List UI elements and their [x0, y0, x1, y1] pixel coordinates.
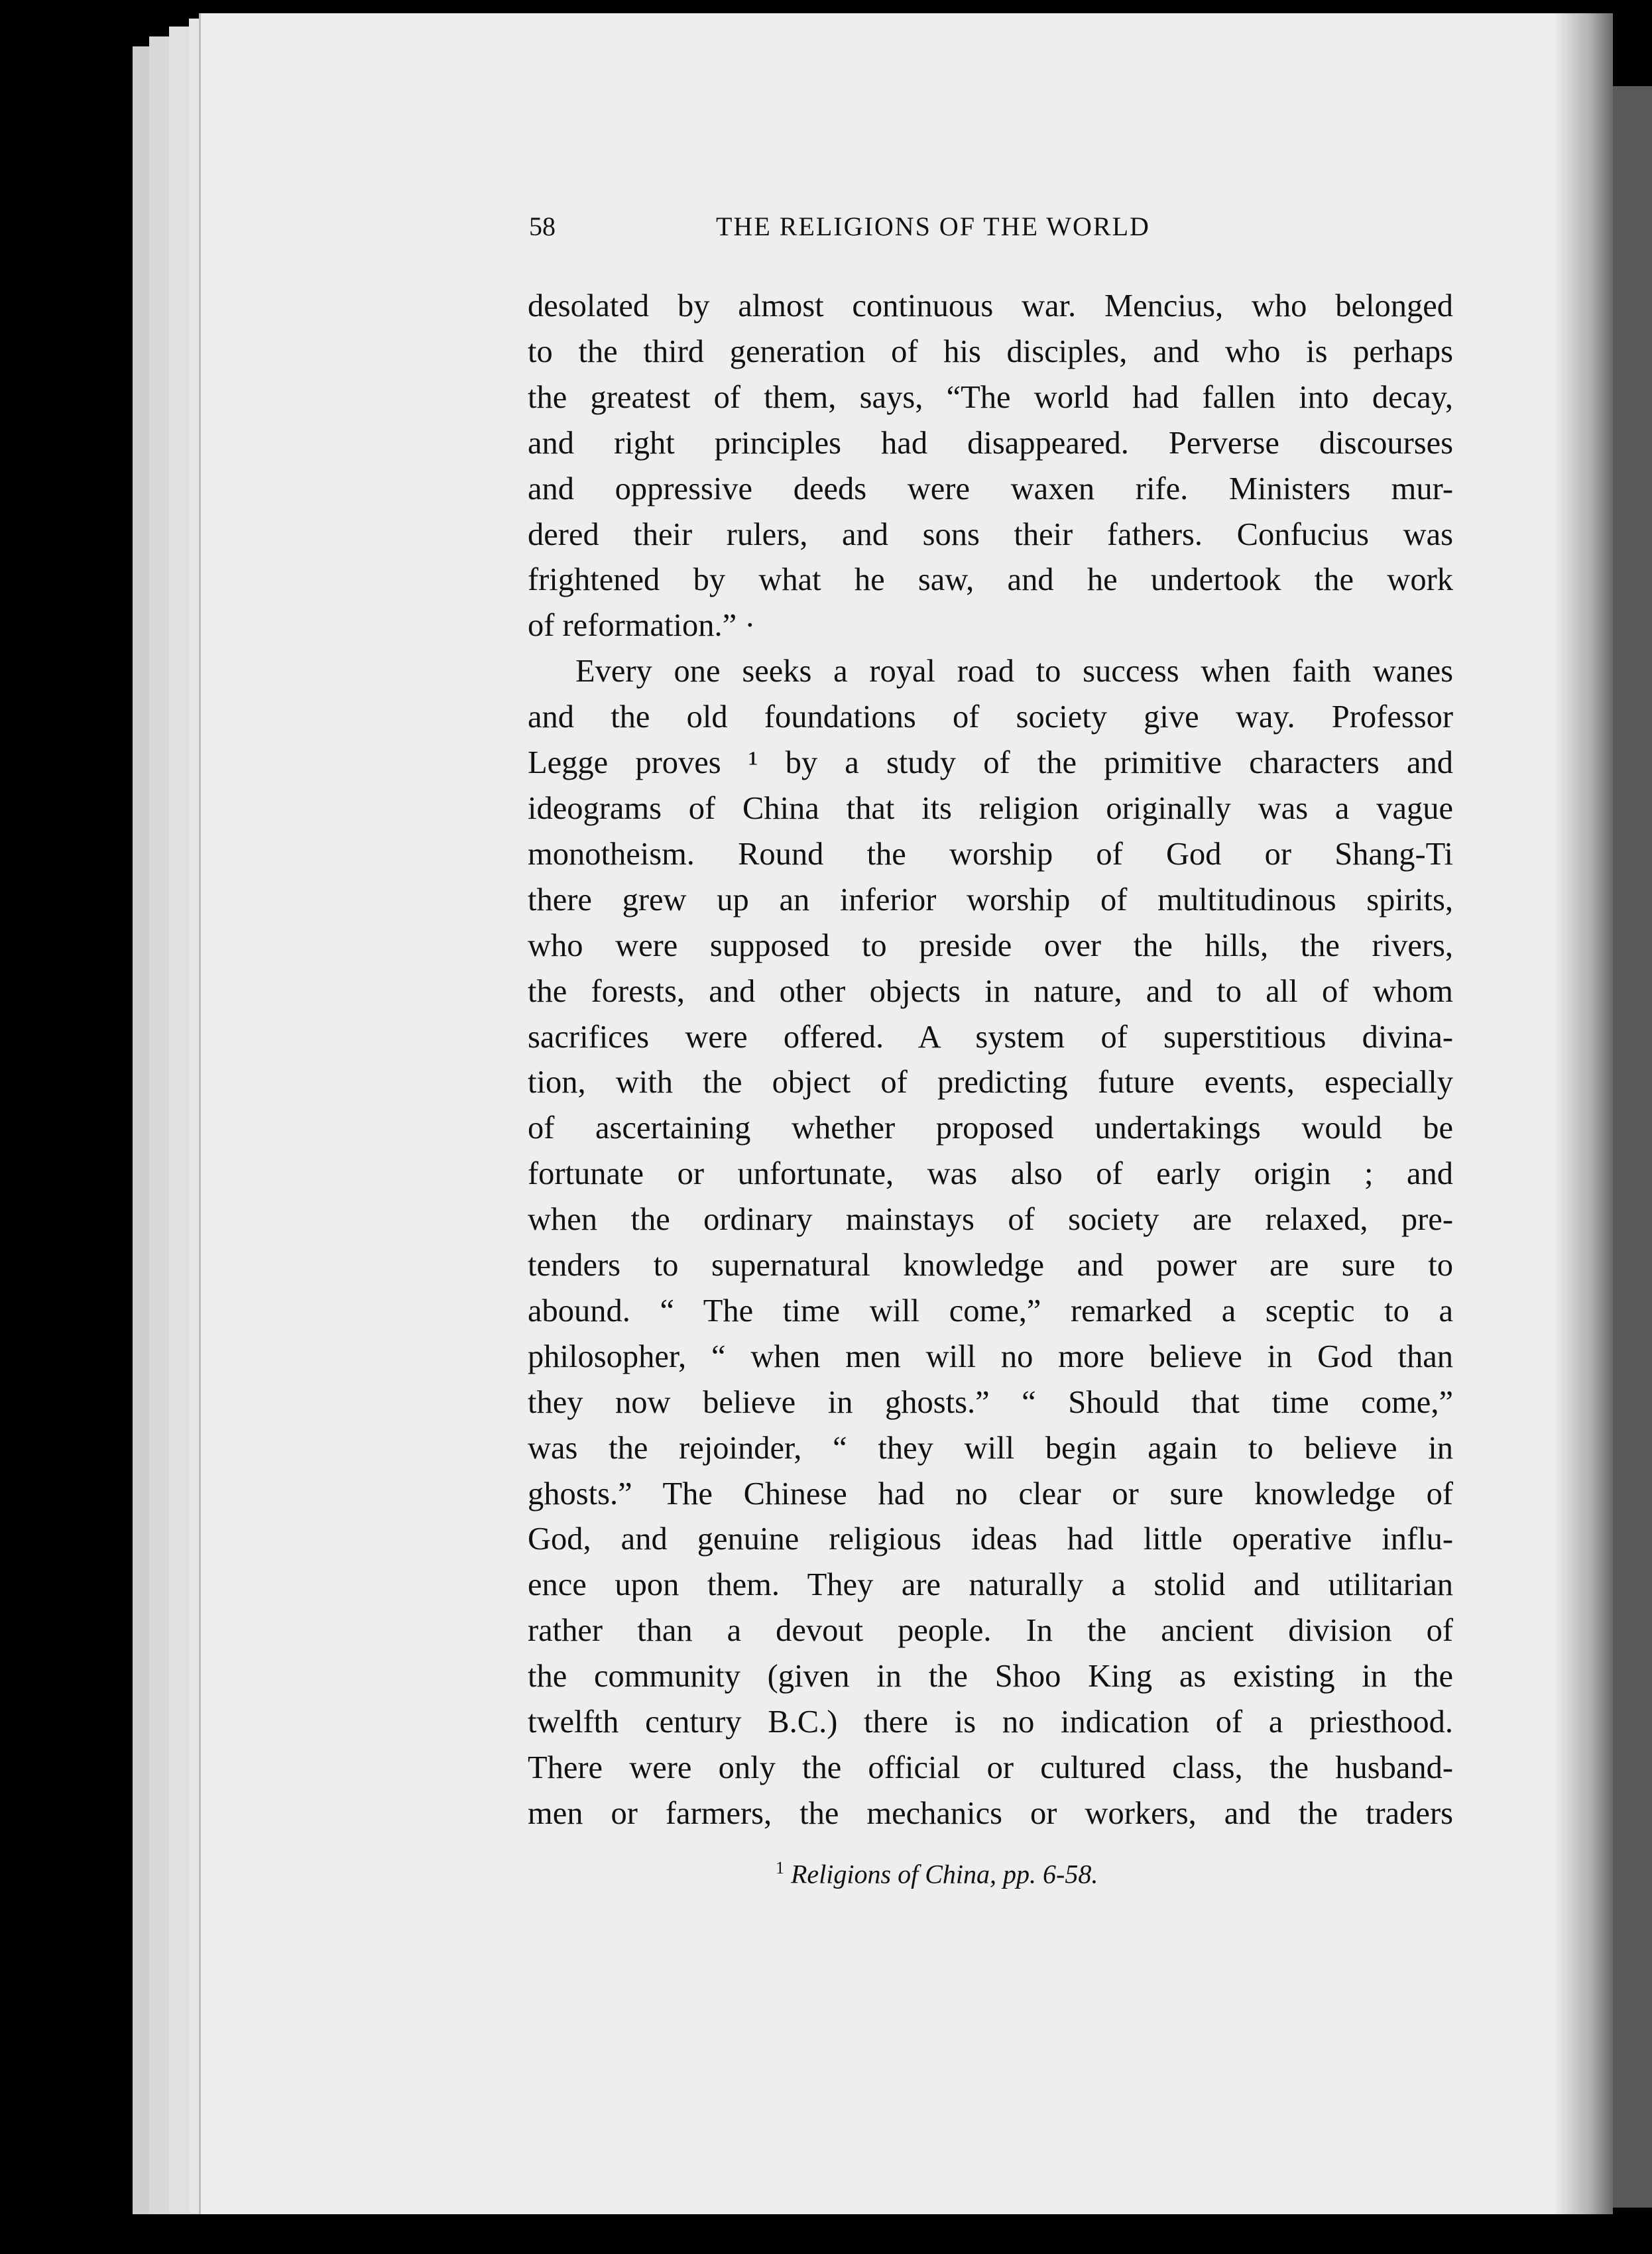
footnote-marker: 1: [776, 1858, 784, 1877]
text-line: and the old foundations of society give way. Professor: [528, 699, 1453, 735]
text-line: frightened by what he saw, and he undertook the work: [528, 562, 1453, 598]
text-line: Legge proves ¹ by a study of the primitive characters and: [528, 745, 1453, 781]
text-line: men or farmers, the mechanics or workers, and the traders: [528, 1795, 1453, 1831]
body-text: [528, 284, 1453, 1837]
gutter-shadow: [1553, 13, 1613, 2214]
text-line: dered their rulers, and sons their fathers. Confucius was: [528, 516, 1453, 552]
text-line: and oppressive deeds were waxen rife. Ministers mur-: [528, 471, 1453, 506]
page-number: 58: [529, 211, 556, 241]
page-header: [529, 211, 1457, 257]
footnote-text: Religions of China, pp. 6-58.: [791, 1859, 1098, 1889]
text-line: rather than a devout people. In the ancient division of: [528, 1613, 1453, 1649]
text-line: ideograms of China that its religion originally was a vague: [528, 790, 1453, 826]
text-line: was the rejoinder, “ they will begin again to believe in: [528, 1430, 1453, 1466]
text-line: there grew up an inferior worship of multitudinous spirits,: [528, 882, 1453, 918]
text-line: monotheism. Round the worship of God or Shang-Ti: [528, 836, 1453, 872]
text-line: and right principles had disappeared. Perverse discourses: [528, 425, 1453, 461]
text-line: of ascertaining whether proposed undertakings would be: [528, 1110, 1453, 1146]
text-line: ence upon them. They are naturally a stolid and utilitarian: [528, 1567, 1453, 1603]
text-line: God, and genuine religious ideas had little operative influ-: [528, 1521, 1453, 1557]
text-line: of reformation.” ·: [528, 608, 756, 644]
running-title: THE RELIGIONS OF THE WORLD: [716, 211, 1150, 241]
text-line: fortunate or unfortunate, was also of early origin ; and: [528, 1156, 1453, 1192]
text-line: desolated by almost continuous war. Mencius, who belonged: [528, 288, 1453, 324]
text-line: the forests, and other objects in nature, and to all of whom: [528, 973, 1453, 1009]
text-line: twelfth century B.C.) there is no indication of a priesthood.: [528, 1704, 1453, 1740]
text-line: philosopher, “ when men will no more believe in God than: [528, 1338, 1453, 1374]
text-line: Every one seeks a royal road to success when faith wanes: [575, 654, 1453, 689]
text-line: tenders to supernatural knowledge and power are sure to: [528, 1248, 1453, 1283]
text-line: sacrifices were offered. A system of superstitious divina-: [528, 1019, 1453, 1055]
text-line: There were only the official or cultured class, the husband-: [528, 1750, 1453, 1785]
footnote: [776, 1858, 1098, 1889]
text-line: the community (given in the Shoo King as existing in the: [528, 1659, 1453, 1694]
book-spine: [1611, 86, 1652, 2208]
text-line: when the ordinary mainstays of society are relaxed, pre-: [528, 1202, 1453, 1238]
text-line: who were supposed to preside over the hills, the rivers,: [528, 927, 1453, 963]
text-line: tion, with the object of predicting future events, especially: [528, 1065, 1453, 1100]
text-line: ghosts.” The Chinese had no clear or sure knowledge of: [528, 1476, 1453, 1512]
text-line: abound. “ The time will come,” remarked a sceptic to a: [528, 1293, 1453, 1329]
text-line: to the third generation of his disciples, and who is perhaps: [528, 333, 1453, 369]
text-line: they now believe in ghosts.” “ Should that time come,”: [528, 1384, 1453, 1420]
text-line: the greatest of them, says, “The world had fallen into decay,: [528, 379, 1453, 415]
